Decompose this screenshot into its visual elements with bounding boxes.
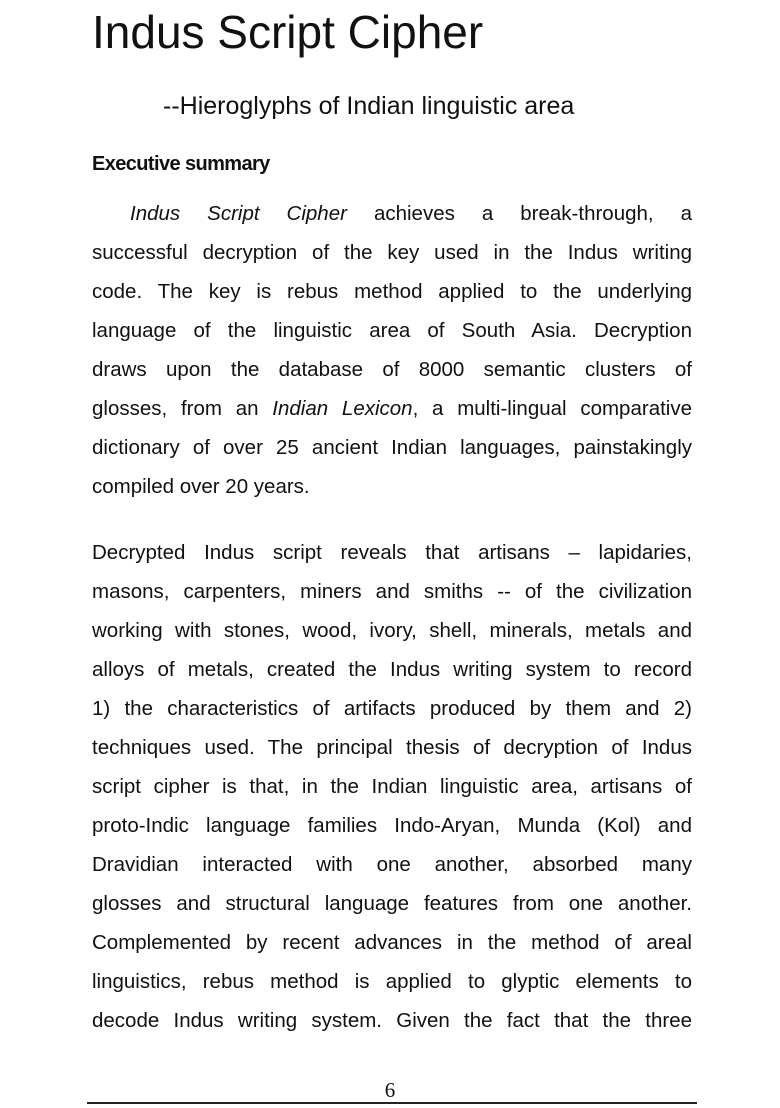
text-line: working with stones, wood, ivory, shell, minerals, metals and xyxy=(92,619,692,642)
text-line: techniques used. The principal thesis of decryption of Indus xyxy=(92,736,692,759)
page-number: 6 xyxy=(384,1078,396,1102)
footer-rule xyxy=(87,1102,697,1104)
text-line: successful decryption of the key used in the Indus writing xyxy=(92,241,692,264)
text-line: glosses and structural language features from one another. xyxy=(92,892,692,915)
text-span: glosses, from an xyxy=(92,397,273,420)
text-line: 1) the characteristics of artifacts produced by them and 2) xyxy=(92,697,692,720)
text-line: compiled over 20 years. xyxy=(92,475,310,498)
text-line: Complemented by recent advances in the method of areal xyxy=(92,931,692,954)
paragraph-2 xyxy=(92,539,692,1046)
document-title: Indus Script Cipher xyxy=(92,6,484,58)
text-line xyxy=(92,200,692,239)
text-line: Decrypted Indus script reveals that artisans – lapidaries, xyxy=(92,541,692,564)
text-line: decode Indus writing system. Given the fact that the three xyxy=(92,1009,692,1032)
italic-title: Indian Lexicon xyxy=(272,397,413,420)
text-line xyxy=(92,395,692,434)
text-line: draws upon the database of 8000 semantic clusters of xyxy=(92,358,692,381)
document-subtitle: --Hieroglyphs of Indian linguistic area xyxy=(163,92,575,120)
text-line: proto-Indic language families Indo-Aryan, Munda (Kol) and xyxy=(92,814,692,837)
text-line: code. The key is rebus method applied to the underlying xyxy=(92,280,692,303)
text-line: dictionary of over 25 ancient Indian languages, painstakingly xyxy=(92,436,692,459)
italic-title: Indus Script Cipher xyxy=(130,202,347,225)
text-line: masons, carpenters, miners and smiths -- of the civilization xyxy=(92,580,692,603)
paragraph-1 xyxy=(92,200,692,512)
text-line: script cipher is that, in the Indian linguistic area, artisans of xyxy=(92,775,692,798)
text-span: achieves a break-through, a xyxy=(346,202,692,225)
text-span: , a multi-lingual comparative xyxy=(412,397,692,420)
text-line: alloys of metals, created the Indus writing system to record xyxy=(92,658,692,681)
text-line: language of the linguistic area of South Asia. Decryption xyxy=(92,319,692,342)
text-line: linguistics, rebus method is applied to glyptic elements to xyxy=(92,970,692,993)
text-line: Dravidian interacted with one another, absorbed many xyxy=(92,853,692,876)
section-heading: Executive summary xyxy=(92,153,270,175)
